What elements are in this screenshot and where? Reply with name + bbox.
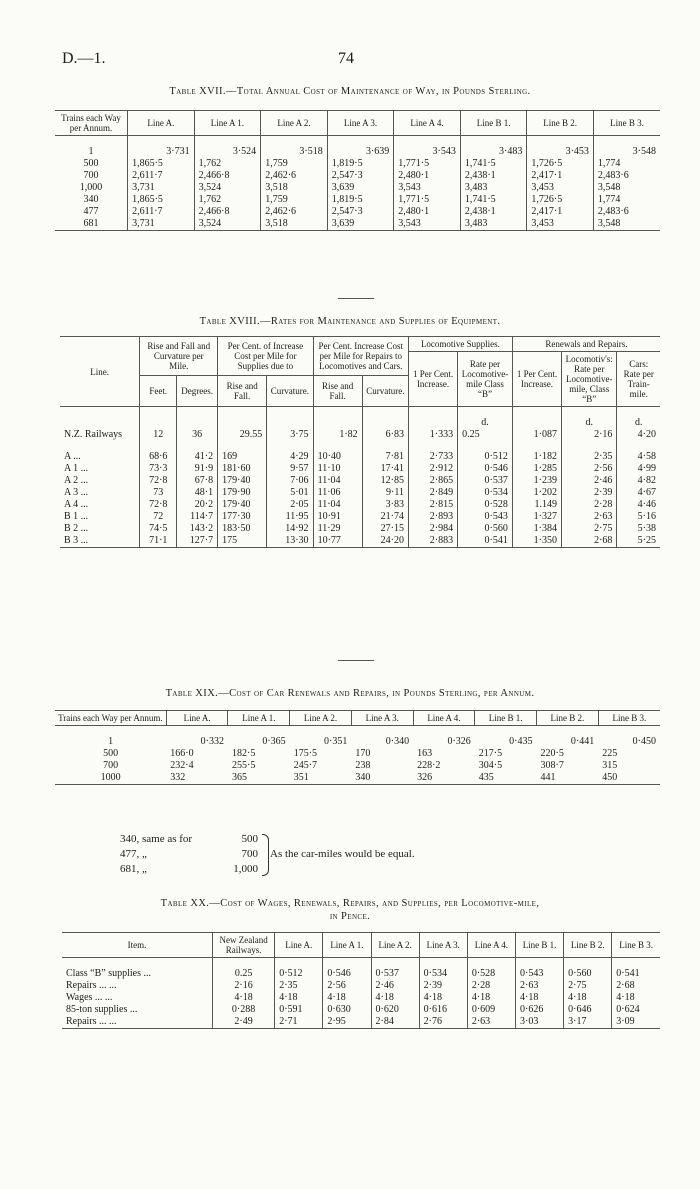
table-row: Repairs ... ... 2·16 2·35 2·56 2·46 2·39 2·28 2·63 2·75 2·68 <box>62 980 660 992</box>
table-20-col-nz: New Zealand Railways. <box>213 933 275 958</box>
table-row: Wages ... ... 4·18 4·18 4·18 4·18 4·18 4·18 4·18 4·18 4·18 <box>62 992 660 1004</box>
table-17-col-head: Line A 2. <box>261 111 328 136</box>
page-number: 74 <box>338 50 354 67</box>
table-row: 700 2,611·7 2,466·8 2,462·6 2,547·3 2,480·1 2,438·1 2,417·1 2,483·6 <box>55 170 660 182</box>
table-19 <box>55 710 660 785</box>
table-18-col-pct: 1 Per Cent. Increase. <box>409 352 458 407</box>
table-20-col-item: Item. <box>127 940 147 950</box>
table-19-col-head: Line B 1. <box>475 711 537 726</box>
table-18-group-repairs: Per Cent. Increase Cost per Mile for Repairs to Locomotives and Cars. <box>313 337 408 376</box>
table-row: 340 1,865·5 1,762 1,759 1,819·5 1,771·5 1,741·5 1,726·5 1,774 <box>55 194 660 206</box>
table-19-col-head: Line A 1. <box>228 711 290 726</box>
unit-label: d. <box>617 417 660 429</box>
table-20-col-head: Line B 2. <box>564 933 612 958</box>
table-row: 681 3,731 3,524 3,518 3,639 3,543 3,483 3,453 3,548 <box>55 218 660 231</box>
table-19-col-head: Line B 2. <box>537 711 599 726</box>
table-18-col-rise-fall: Rise and Fall. <box>313 376 362 407</box>
table-row: 1 0·332 0·365 0·351 0·340 0·326 0·435 0·441 0·450 <box>108 736 656 747</box>
table-19-col-trains: Trains each Way per Annum. <box>58 713 163 723</box>
table-20-col-head: Line A 2. <box>371 933 419 958</box>
table-17 <box>55 110 660 231</box>
document-reference: D.—1. <box>62 50 106 67</box>
table-18-col-curvature: Curvature. <box>267 376 313 407</box>
table-18-col-loco-rate: Locomotiv's: Rate per Locomotive-mile, Class “B” <box>562 352 617 407</box>
table-20 <box>62 932 660 1029</box>
table-19-col-head: Line A 4. <box>413 711 475 726</box>
unit-label: d. <box>562 417 617 429</box>
table-20-col-head: Line A 4. <box>467 933 515 958</box>
note-text: As the car-miles would be equal. <box>270 848 415 860</box>
table-17-col-head: Line A 4. <box>394 111 461 136</box>
table-18-col-rise-fall: Rise and Fall. <box>218 376 267 407</box>
table-17-col-head: Line A 3. <box>327 111 394 136</box>
table-row: 1 3·731 3·524 3·518 3·639 3·543 3·483 3·453 3·548 <box>55 146 660 158</box>
table-20-col-head: Line B 3. <box>612 933 660 958</box>
table-row: B 3 ... 71·1 127·7 175 13·30 10·77 24·20 2·883 0·541 1·350 2·68 5·25 <box>60 535 660 548</box>
table-18-group-rise: Rise and Fall and Curvature per Mile. <box>140 337 218 376</box>
table-row: 700 232·4 255·5 245·7 238 228·2 304·5 308·7 315 <box>103 760 618 771</box>
table-20-title-line2: in Pence. <box>329 911 371 922</box>
table-19-col-head: Line A. <box>166 711 228 726</box>
table-row: 1,000 3,731 3,524 3,518 3,639 3,543 3,483 3,453 3,548 <box>55 182 660 194</box>
table-row: A 1 ... 73·3 91·9 181·60 9·57 11·10 17·41 2·912 0·546 1·285 2·56 4·99 <box>60 463 660 475</box>
table-18-title: Table XVIII.—Rates for Maintenance and Supplies of Equipment. <box>199 316 501 327</box>
table-17-col-head: Line A 1. <box>194 111 261 136</box>
table-row: A 4 ... 72·8 20·2 179·40 2·05 11·04 3·83 2·815 0·528 1.149 2·28 4·46 <box>60 499 660 511</box>
table-18 <box>60 336 660 548</box>
table-18-col-rate-loco: Rate per Locomotive-mile Class “B” <box>458 352 513 407</box>
table-20-col-head: Line B 1. <box>515 933 563 958</box>
table-20-col-head: Line A 3. <box>419 933 467 958</box>
table-18-col-cars-rate: Cars: Rate per Train-mile. <box>617 352 660 407</box>
table-18-col-pct-renew: 1 Per Cent. Increase. <box>512 352 561 407</box>
table-19-title: Table XIX.—Cost of Car Renewals and Repairs, in Pounds Sterling, per Annum. <box>165 688 535 699</box>
table-17-col-trains: Trains each Way per Annum. <box>61 113 121 133</box>
table-17-col-head: Line B 3. <box>593 111 660 136</box>
table-row: 500 166·0 182·5 175·5 170 163 217·5 220·5 225 <box>103 748 618 759</box>
table-row: A 2 ... 72·8 67·8 179·40 7·06 11·04 12·85 2·865 0·537 1·239 2·46 4·82 <box>60 475 660 487</box>
divider <box>338 660 374 661</box>
table-18-group-supplies: Per Cent. of Increase Cost per Mile for Supplies due to <box>218 337 313 376</box>
table-18-group-renewals: Renewals and Repairs. <box>512 337 660 352</box>
table-17-col-head: Line B 2. <box>527 111 594 136</box>
table-row: 477 2,611·7 2,466·8 2,462·6 2,547·3 2,480·1 2,438·1 2,417·1 2,483·6 <box>55 206 660 218</box>
table-row: 85-ton supplies ... 0·288 0·591 0·630 0·620 0·616 0·609 0·626 0·646 0·624 <box>62 1004 660 1016</box>
table-19-col-head: Line B 3. <box>598 711 660 726</box>
table-17-col-head: Line A. <box>128 111 195 136</box>
divider <box>338 298 374 299</box>
table-18-col-line: Line. <box>60 337 140 407</box>
table-18-col-curvature: Curvature. <box>362 376 408 407</box>
table-19-note: 340, same as for 500 477, „ 700 As the car-miles would be equal. 681, „ 1,000 <box>120 833 415 875</box>
table-17-col-head: Line B 1. <box>460 111 527 136</box>
unit-label: d. <box>458 417 513 429</box>
table-row: Class “B” supplies ... 0.25 0·512 0·546 0·537 0·534 0·528 0·543 0·560 0·541 <box>62 968 660 980</box>
table-19-col-head: Line A 3. <box>351 711 413 726</box>
table-20-col-head: Line A 1. <box>323 933 371 958</box>
table-17-title: Table XVII.—Total Annual Cost of Maintenance of Way, in Pounds Sterling. <box>169 86 531 97</box>
table-row: 500 1,865·5 1,762 1,759 1,819·5 1,771·5 1,741·5 1,726·5 1,774 <box>55 158 660 170</box>
table-18-col-feet: Feet. <box>140 376 177 407</box>
table-20-title: Table XX.—Cost of Wages, Renewals, Repairs, and Supplies, per Locomotive-mile, <box>160 898 540 909</box>
table-20-col-head: Line A. <box>275 933 323 958</box>
table-row: A ... 68·6 41·2 169 4·29 10·40 7·81 2·733 0·512 1·182 2·35 4·58 <box>60 451 660 463</box>
table-row: B 2 ... 74·5 143·2 183·50 14·92 11·29 27·15 2·984 0·560 1·384 2·75 5·38 <box>60 523 660 535</box>
table-row: A 3 ... 73 48·1 179·90 5·01 11·06 9·11 2·849 0·534 1·202 2·39 4·67 <box>60 487 660 499</box>
table-row: Repairs ... ... 2·49 2·71 2·95 2·84 2·76 2·63 3·03 3·17 3·09 <box>62 1016 660 1029</box>
table-18-col-degrees: Degrees. <box>177 376 218 407</box>
brace-icon <box>262 834 269 876</box>
table-19-col-head: Line A 2. <box>290 711 352 726</box>
table-row: 1000 332 365 351 340 326 435 441 450 <box>55 772 660 785</box>
table-18-group-loco: Locomotive Supplies. <box>409 337 513 352</box>
table-row: B 1 ... 72 114·7 177·30 11·95 10·91 21·74 2·893 0·543 1·327 2·63 5·16 <box>60 511 660 523</box>
table-row: N.Z. Railways 12 36 29.55 3·75 1·82 6·83 1·333 0.25 1·087 2·16 4·20 <box>60 429 660 441</box>
